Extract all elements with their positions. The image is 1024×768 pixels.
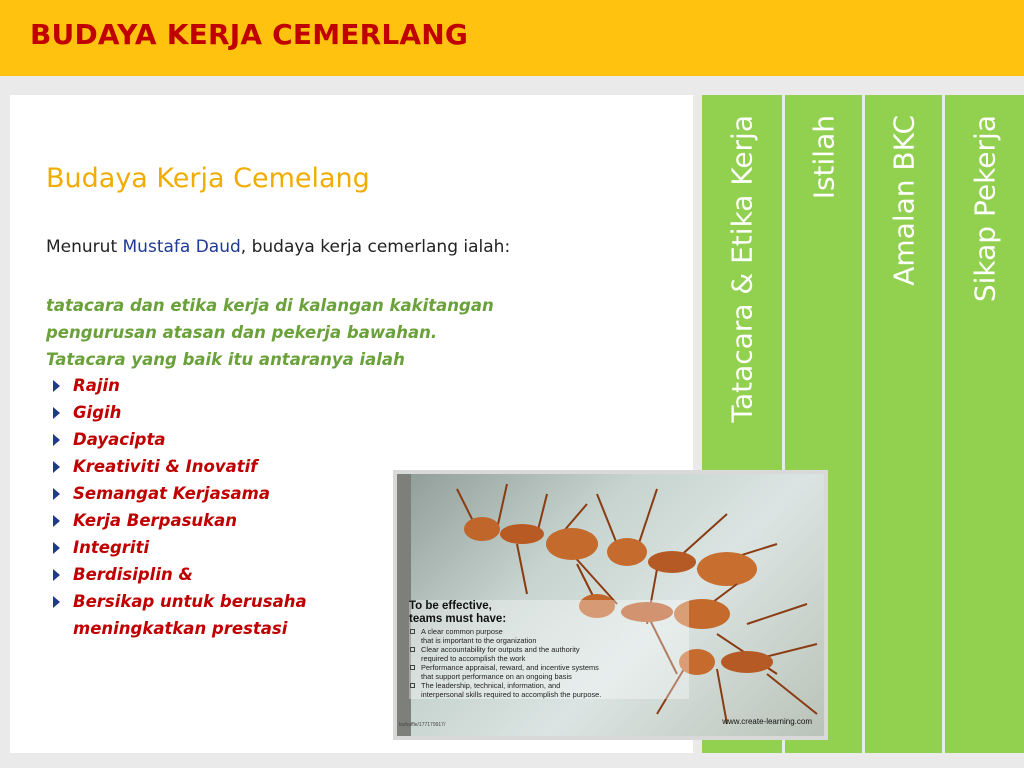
value-item: Berdisiplin & <box>46 561 386 588</box>
photo-point: The leadership, technical, information, and <box>409 681 689 690</box>
tab-label: Istilah <box>807 115 840 200</box>
value-item: Gigih <box>46 399 386 426</box>
photo-point: interpersonal skills required to accomplish the purpose. <box>421 690 602 699</box>
photo-point: Performance appraisal, reward, and incentive systems <box>409 663 689 672</box>
tab-label: Tatacara & Etika Kerja <box>725 115 759 423</box>
tab-amalan-bkc[interactable] <box>865 95 942 753</box>
photo-point: that is important to the organization <box>421 636 537 645</box>
value-item: Bersikap untuk berusaha meningkatkan prestasi <box>46 588 386 642</box>
photo-heading-line: To be effective, <box>409 600 492 612</box>
photo-point: A clear common purpose <box>409 627 689 636</box>
ant-thorax <box>500 524 544 544</box>
description-line: Tatacara yang baik itu antaranya ialah <box>46 350 405 369</box>
photo-point: required to accomplish the work <box>421 654 526 663</box>
bullet-arrow-icon <box>53 407 60 419</box>
checkbox-icon <box>410 629 415 634</box>
value-item: Integriti <box>46 534 386 561</box>
photo-caption <box>409 600 689 699</box>
tab-sikap-pekerja[interactable] <box>945 95 1024 753</box>
ant-thorax <box>648 551 696 573</box>
bullet-arrow-icon <box>53 515 60 527</box>
bullet-arrow-icon <box>53 434 60 446</box>
bullet-arrow-icon <box>53 542 60 554</box>
bullet-arrow-icon <box>53 488 60 500</box>
value-item: Dayacipta <box>46 426 386 453</box>
bullet-arrow-icon <box>53 596 60 608</box>
ant-abdomen <box>546 528 598 560</box>
slide-title: BUDAYA KERJA CEMERLANG <box>30 18 469 51</box>
value-item: Semangat Kerjasama <box>46 480 386 507</box>
intro-prefix: Menurut <box>46 237 123 257</box>
bullet-arrow-icon <box>53 380 60 392</box>
photo-credit: ks/baffle/177179917/ <box>399 722 446 728</box>
tab-label: Amalan BKC <box>887 115 920 286</box>
tab-label: Sikap Pekerja <box>968 115 1001 303</box>
checkbox-icon <box>410 683 415 688</box>
checkbox-icon <box>410 665 415 670</box>
value-item: Kreativiti & Inovatif <box>46 453 386 480</box>
intro-author: Mustafa Daud <box>122 237 241 257</box>
description <box>46 292 606 373</box>
photo-heading-line: teams must have: <box>409 613 507 625</box>
intro-suffix: , budaya kerja cemerlang ialah: <box>240 237 511 257</box>
photo-point: that support performance on an ongoing basis <box>421 672 572 681</box>
photo-website: www.create-learning.com <box>722 717 812 726</box>
description-line: pengurusan atasan dan pekerja bawahan. <box>46 323 438 342</box>
bullet-arrow-icon <box>53 569 60 581</box>
value-item: Rajin <box>46 372 386 399</box>
photo-point: Clear accountability for outputs and the authority <box>409 645 689 654</box>
ants-teamwork-image <box>393 470 828 740</box>
ant-abdomen <box>697 552 757 586</box>
value-item: Kerja Berpasukan <box>46 507 386 534</box>
photo-area <box>397 474 824 736</box>
values-list <box>46 372 386 642</box>
checkbox-icon <box>410 647 415 652</box>
header-bar <box>0 0 1024 76</box>
ant-thorax <box>721 651 773 673</box>
description-line: tatacara dan etika kerja di kalangan kakitangan <box>46 296 494 315</box>
bullet-arrow-icon <box>53 461 60 473</box>
ant-head <box>607 538 647 566</box>
section-title: Budaya Kerja Cemelang <box>46 163 370 194</box>
photo-points <box>409 627 689 699</box>
intro-text <box>46 237 510 257</box>
ant-head <box>464 517 500 541</box>
